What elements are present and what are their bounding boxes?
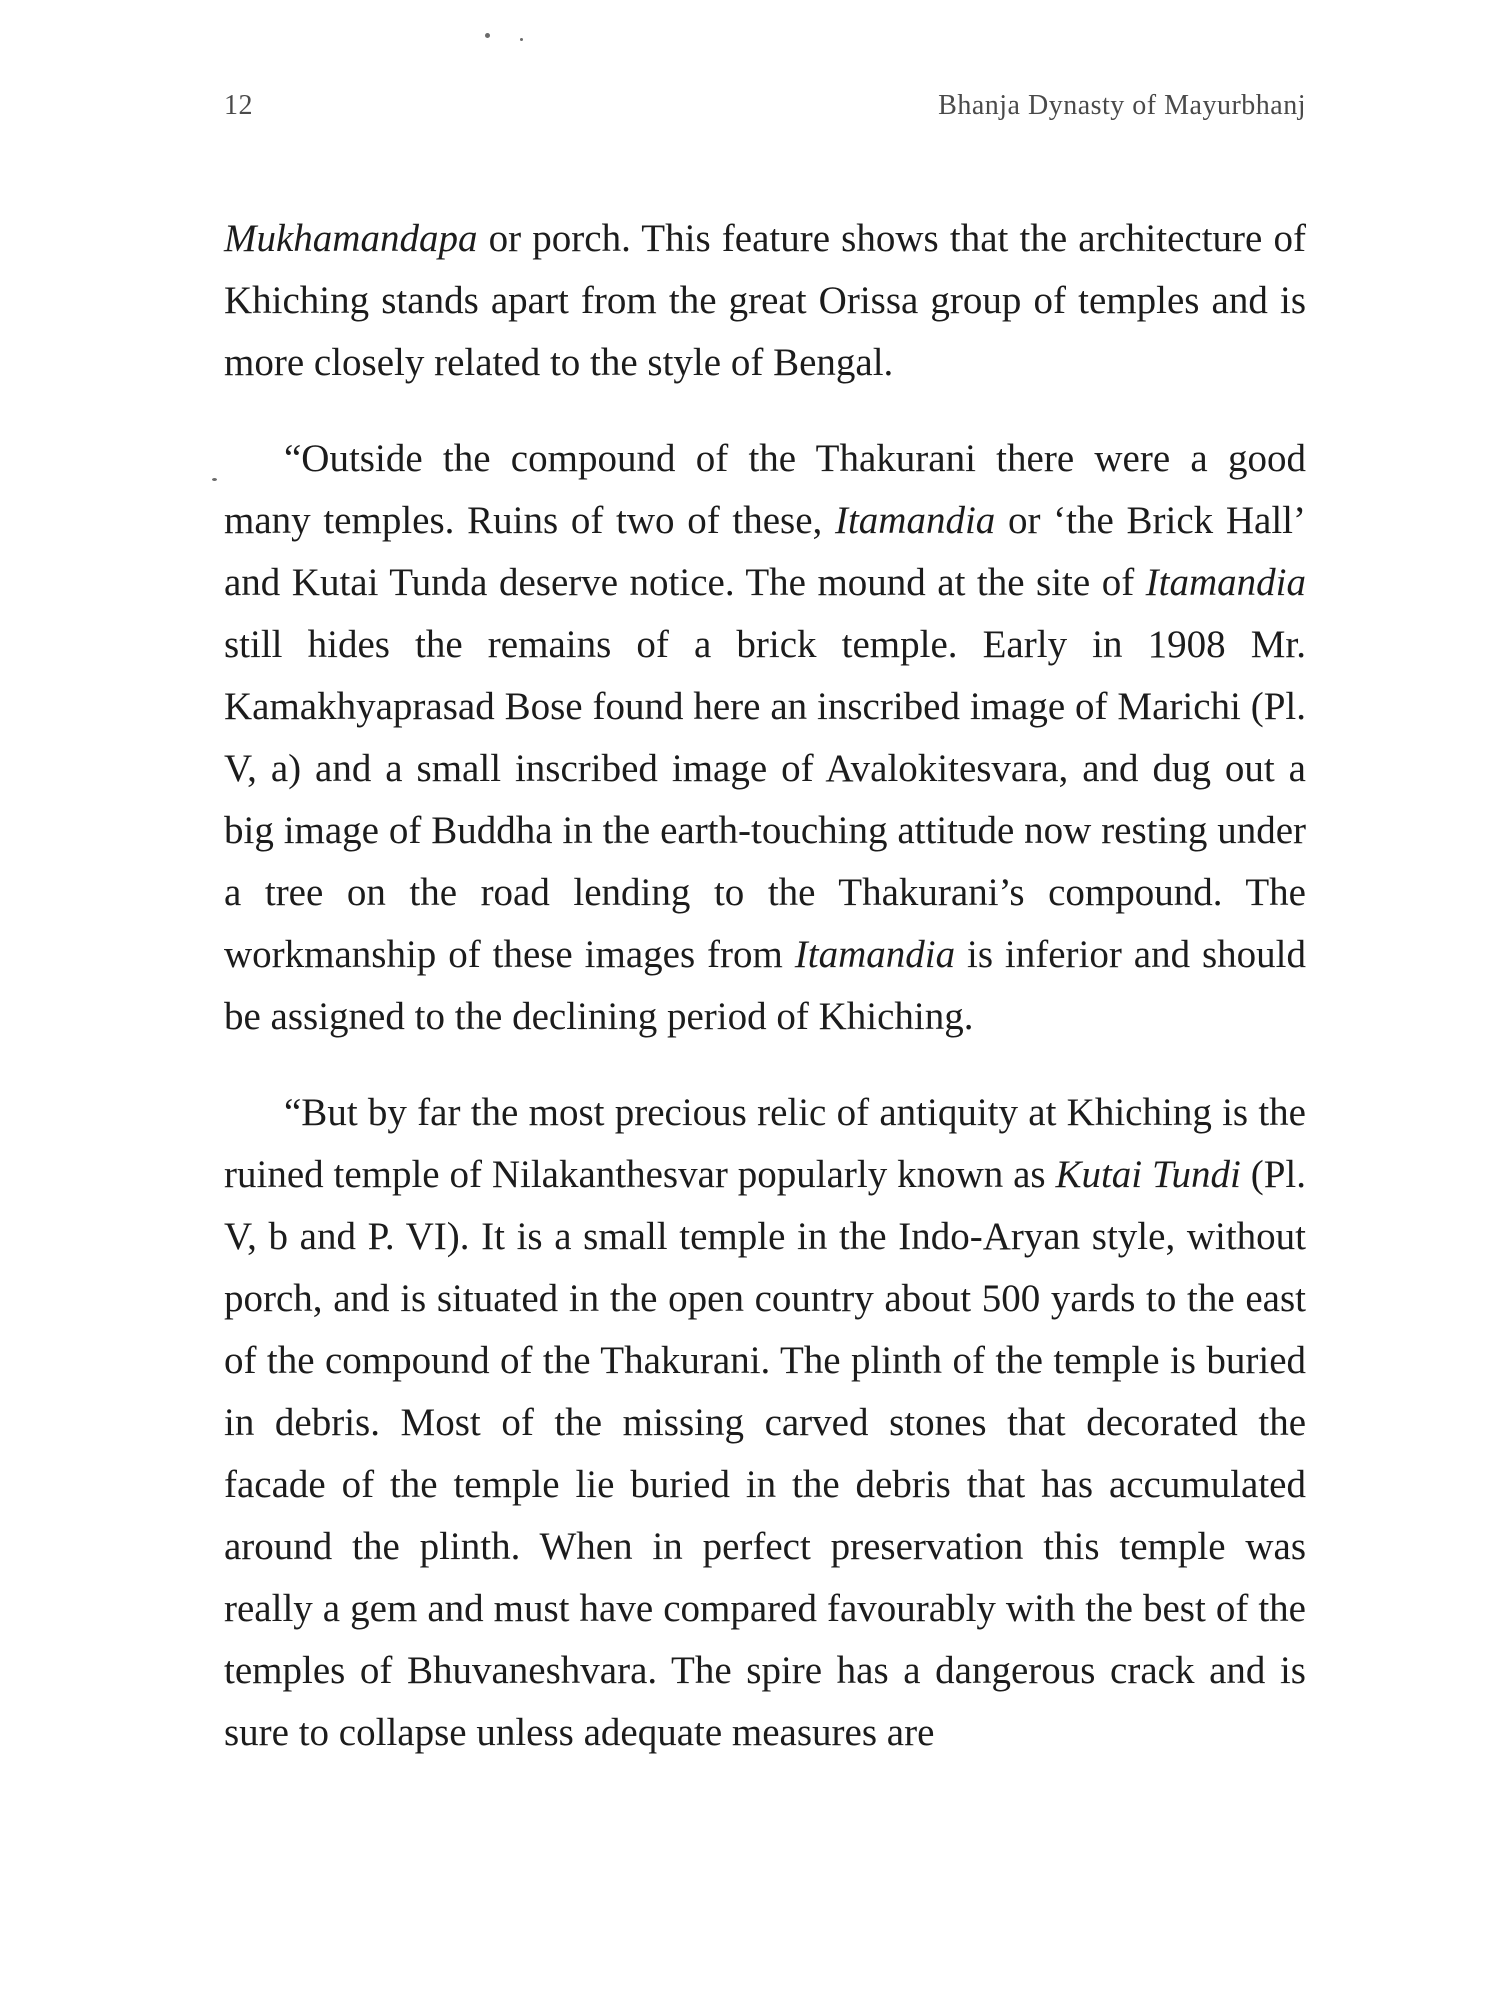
- running-head: Bhanja Dynasty of Mayurbhanj: [938, 90, 1306, 121]
- text-segment: “Outside the compound of the Thakurani there were a good many temples. Ruins of two of these,: [224, 437, 1306, 542]
- text-segment: or ‘the Brick Hall’ and Kutai Tunda deserve notice. The mound at the site of: [224, 499, 1306, 604]
- text-segment: is inferior and should be assigned to the declining period of Khiching.: [224, 933, 1306, 1038]
- page-header: [224, 90, 1306, 134]
- text-segment: Mukhamandapa: [224, 217, 478, 260]
- paragraph-3: [224, 1082, 1306, 1764]
- body-text: [224, 208, 1306, 1764]
- text-segment: or porch. This feature shows that the architecture of Khiching stands apart from the great Orissa group of temples and is more closely related to the style of Bengal.: [224, 217, 1306, 384]
- page-number: 12: [224, 90, 253, 121]
- scan-speck: [520, 38, 523, 41]
- paragraph-2: [224, 428, 1306, 1048]
- scan-speck: [485, 33, 490, 38]
- text-segment: “But by far the most precious relic of antiquity at Khiching is the ruined temple of Nilakanthesvar popularly known as: [224, 1091, 1306, 1196]
- text-segment: Itamandia: [834, 499, 996, 542]
- text-segment: Kutai Tundi: [1055, 1153, 1241, 1196]
- text-segment: (Pl. V, b and P. VI). It is a small temple in the Indo-Aryan style, without porch, and is situated in the open country about 500 yards to the east of the compound of the Thakurani. The plinth of the temple is buried in debris. Most of the missing carved stones that decorated the facade of the temple lie buried in the debris that has accumulated around the plinth. When in perfect preservation this temple was really a gem and must have compared favourably with the best of the temples of Bhuvaneshvara. The spire has a dangerous crack and is sure to collapse unless adequate measures are: [224, 1153, 1306, 1754]
- paragraph-1: [224, 208, 1306, 394]
- text-segment: Itamandia: [1145, 561, 1306, 604]
- text-segment: still hides the remains of a brick temple. Early in 1908 Mr. Kamakhyaprasad Bose found here an inscribed image of Marichi (Pl. V, a) and a small inscribed image of Avalokitesvara, and dug out a big image of Buddha in the earth-touching attitude now resting under a tree on the road lending to the Thakurani’s compound. The workmanship of these images from: [224, 623, 1306, 976]
- text-segment: Itamandia: [794, 933, 956, 976]
- scan-speck: [212, 478, 217, 481]
